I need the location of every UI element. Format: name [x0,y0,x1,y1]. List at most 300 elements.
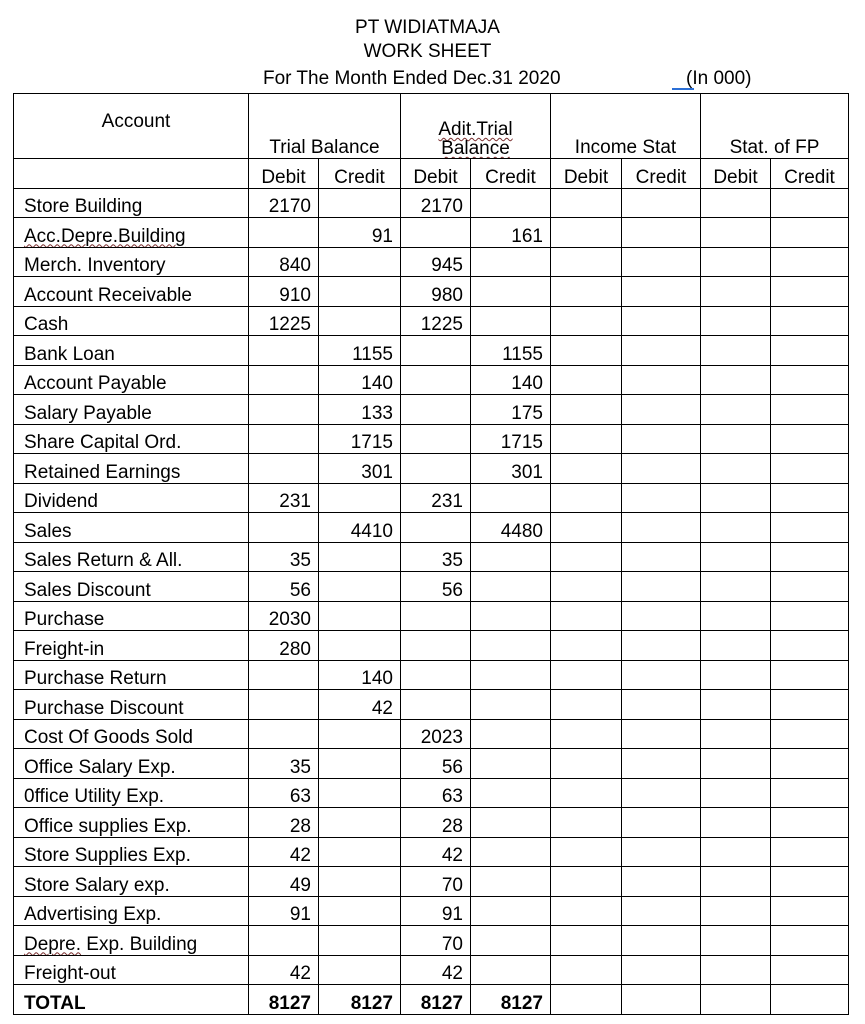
table-row [14,896,849,926]
account-name: Purchase [14,601,249,631]
table-row [14,277,849,307]
table-row [14,572,849,602]
table-row [14,395,849,425]
account-name: Depre. Exp. Building [14,926,249,956]
amount-atb-d [401,660,471,690]
empty-cell [551,572,622,602]
amount-tb-c [319,778,401,808]
table-row [14,837,849,867]
amount-atb-c [471,749,551,779]
amount-tb-d [249,454,319,484]
amount-tb-d: 91 [249,896,319,926]
account-name: Office Salary Exp. [14,749,249,779]
empty-cell [701,985,771,1015]
amount-tb-c: 1715 [319,424,401,454]
empty-cell [622,395,701,425]
empty-cell [622,719,701,749]
amount-tb-d [249,336,319,366]
account-name-part: Depre. [24,933,82,955]
empty-cell [701,719,771,749]
empty-cell [551,218,622,248]
table-row [14,424,849,454]
empty-cell [551,424,622,454]
amount-tb-c [319,837,401,867]
account-name: Store Building [14,188,249,218]
amount-atb-d: 2170 [401,188,471,218]
account-name: Merch. Inventory [14,247,249,277]
empty-cell [622,218,701,248]
amount-tb-c [319,542,401,572]
amount-atb-c [471,896,551,926]
amount-atb-c [471,719,551,749]
table-row [14,513,849,543]
empty-cell [771,365,849,395]
amount-atb-d [401,395,471,425]
header-statement-fp: Stat. of FP [701,94,849,159]
header-credit: Credit [319,159,401,189]
amount-tb-c [319,631,401,661]
amount-tb-c [319,867,401,897]
empty-cell [771,306,849,336]
empty-cell [622,247,701,277]
empty-cell [771,749,849,779]
empty-cell [622,454,701,484]
empty-cell [622,867,701,897]
amount-tb-d: 35 [249,749,319,779]
account-name: Acc.Depre.Building [14,218,249,248]
amount-atb-c [471,188,551,218]
empty-cell [771,336,849,366]
empty-cell [771,572,849,602]
table-row [14,778,849,808]
empty-cell [701,660,771,690]
empty-cell [622,336,701,366]
header-income-statement: Income Stat [551,94,701,159]
amount-tb-c [319,306,401,336]
table-row [14,719,849,749]
amount-tb-d [249,424,319,454]
worksheet-table [13,93,849,1015]
amount-atb-d: 70 [401,867,471,897]
empty-cell [622,926,701,956]
amount-tb-d [249,513,319,543]
amount-atb-c [471,306,551,336]
account-name: Cash [14,306,249,336]
amount-atb-d: 28 [401,808,471,838]
amount-atb-d: 945 [401,247,471,277]
header-trial-balance: Trial Balance [249,94,401,159]
empty-cell [701,601,771,631]
empty-cell [771,955,849,985]
empty-cell [771,601,849,631]
empty-cell [622,542,701,572]
account-name: Account Receivable [14,277,249,307]
empty-cell [622,749,701,779]
empty-cell [551,542,622,572]
amount-atb-c: 301 [471,454,551,484]
amount-atb-c [471,572,551,602]
amount-atb-d [401,601,471,631]
table-row [14,601,849,631]
account-name: Cost Of Goods Sold [14,719,249,749]
empty-cell [622,513,701,543]
empty-cell [701,926,771,956]
header-blank [14,159,249,189]
amount-atb-d: 2023 [401,719,471,749]
empty-cell [771,247,849,277]
empty-cell [622,483,701,513]
amount-tb-d: 280 [249,631,319,661]
table-row [14,867,849,897]
empty-cell [622,631,701,661]
empty-cell [551,631,622,661]
empty-cell [701,277,771,307]
account-name: Account Payable [14,365,249,395]
amount-tb-d: 56 [249,572,319,602]
amount-tb-d [249,395,319,425]
table-row [14,955,849,985]
amount-tb-d: 910 [249,277,319,307]
amount-tb-d [249,365,319,395]
empty-cell [771,896,849,926]
amount-atb-d: 35 [401,542,471,572]
amount-atb-c [471,247,551,277]
empty-cell [622,690,701,720]
empty-cell [622,601,701,631]
empty-cell [551,601,622,631]
amount-tb-d: 1225 [249,306,319,336]
account-name: Salary Payable [14,395,249,425]
amount-tb-c [319,926,401,956]
amount-atb-c [471,926,551,956]
amount-tb-c: 301 [319,454,401,484]
amount-tb-c [319,483,401,513]
amount-atb-c [471,808,551,838]
empty-cell [701,631,771,661]
empty-cell [622,188,701,218]
header-debit: Debit [401,159,471,189]
amount-atb-d [401,365,471,395]
empty-cell [701,365,771,395]
amount-atb-c [471,601,551,631]
amount-tb-d [249,660,319,690]
amount-atb-c [471,837,551,867]
empty-cell [701,955,771,985]
empty-cell [771,542,849,572]
amount-atb-d: 231 [401,483,471,513]
amount-atb-d: 1225 [401,306,471,336]
empty-cell [551,719,622,749]
empty-cell [551,454,622,484]
account-name: Advertising Exp. [14,896,249,926]
account-name: Freight-out [14,955,249,985]
empty-cell [622,778,701,808]
empty-cell [551,513,622,543]
table-row [14,306,849,336]
amount-tb-c [319,572,401,602]
account-name: Sales Discount [14,572,249,602]
table-row [14,336,849,366]
empty-cell [701,778,771,808]
amount-tb-c: 4410 [319,513,401,543]
empty-cell [622,572,701,602]
header-credit: Credit [471,159,551,189]
empty-cell [771,631,849,661]
account-name: Purchase Discount [14,690,249,720]
empty-cell [622,896,701,926]
amount-tb-c: 42 [319,690,401,720]
empty-cell [771,690,849,720]
amount-tb-d: 2170 [249,188,319,218]
empty-cell [622,837,701,867]
empty-cell [622,660,701,690]
empty-cell [701,424,771,454]
empty-cell [701,837,771,867]
header-debit: Debit [701,159,771,189]
empty-cell [771,808,849,838]
empty-cell [771,926,849,956]
unit-label: (In 000) [686,68,752,89]
table-row [14,926,849,956]
amount-tb-c: 140 [319,660,401,690]
header-adjusted-trial-balance [401,94,551,159]
amount-atb-c [471,631,551,661]
empty-cell [771,483,849,513]
empty-cell [771,719,849,749]
account-name: Retained Earnings [14,454,249,484]
empty-cell [701,690,771,720]
total-tb-d: 8127 [249,985,319,1015]
amount-atb-d: 56 [401,572,471,602]
document-title: WORK SHEET [363,41,492,62]
amount-atb-c: 1155 [471,336,551,366]
empty-cell [622,365,701,395]
empty-cell [551,277,622,307]
amount-tb-d: 2030 [249,601,319,631]
empty-cell [701,395,771,425]
amount-tb-c: 133 [319,395,401,425]
empty-cell [551,690,622,720]
header-debit: Debit [249,159,319,189]
amount-atb-d: 70 [401,926,471,956]
empty-cell [701,247,771,277]
amount-tb-c [319,896,401,926]
amount-atb-d: 63 [401,778,471,808]
amount-tb-c: 91 [319,218,401,248]
empty-cell [771,395,849,425]
account-name: 0ffice Utility Exp. [14,778,249,808]
empty-cell [701,513,771,543]
empty-cell [701,749,771,779]
amount-atb-c [471,867,551,897]
account-name: Purchase Return [14,660,249,690]
empty-cell [551,336,622,366]
header-debit: Debit [551,159,622,189]
table-row [14,218,849,248]
table-row [14,631,849,661]
empty-cell [701,896,771,926]
empty-cell [771,985,849,1015]
table-row [14,542,849,572]
amount-tb-d [249,719,319,749]
total-tb-c: 8127 [319,985,401,1015]
amount-tb-c [319,247,401,277]
amount-tb-c [319,277,401,307]
amount-atb-d [401,513,471,543]
amount-tb-c: 140 [319,365,401,395]
total-label: TOTAL [14,985,249,1015]
empty-cell [771,867,849,897]
table-row [14,690,849,720]
amount-atb-d: 980 [401,277,471,307]
empty-cell [551,188,622,218]
empty-cell [701,867,771,897]
empty-cell [771,513,849,543]
amount-atb-d: 42 [401,955,471,985]
amount-tb-d: 63 [249,778,319,808]
total-atb-c: 8127 [471,985,551,1015]
header-adjusted-line1: Adit.Trial [438,119,513,140]
amount-atb-c [471,778,551,808]
account-name: Dividend [14,483,249,513]
amount-atb-c: 161 [471,218,551,248]
empty-cell [771,660,849,690]
empty-cell [551,896,622,926]
empty-cell [701,572,771,602]
header-adjusted-line2: Balance [441,138,510,159]
empty-cell [551,306,622,336]
amount-atb-c [471,483,551,513]
amount-atb-d: 91 [401,896,471,926]
empty-cell [551,483,622,513]
empty-cell [551,837,622,867]
amount-tb-d [249,926,319,956]
empty-cell [551,778,622,808]
amount-atb-c [471,690,551,720]
amount-atb-d [401,424,471,454]
empty-cell [701,808,771,838]
amount-atb-c [471,277,551,307]
empty-cell [622,985,701,1015]
amount-tb-c [319,749,401,779]
table-row [14,247,849,277]
empty-cell [551,808,622,838]
empty-cell [551,749,622,779]
amount-atb-d [401,690,471,720]
total-atb-d: 8127 [401,985,471,1015]
amount-tb-d: 28 [249,808,319,838]
empty-cell [701,218,771,248]
amount-atb-c [471,660,551,690]
table-row [14,454,849,484]
empty-cell [551,395,622,425]
empty-cell [551,926,622,956]
amount-atb-c [471,542,551,572]
amount-tb-c [319,808,401,838]
amount-tb-d [249,690,319,720]
empty-cell [622,955,701,985]
empty-cell [701,188,771,218]
empty-cell [771,837,849,867]
amount-tb-d [249,218,319,248]
amount-tb-c [319,601,401,631]
account-name: Share Capital Ord. [14,424,249,454]
amount-atb-c: 140 [471,365,551,395]
amount-atb-d: 42 [401,837,471,867]
empty-cell [551,985,622,1015]
table-row [14,808,849,838]
table-row [14,188,849,218]
amount-atb-d: 56 [401,749,471,779]
account-name: Store Salary exp. [14,867,249,897]
empty-cell [701,542,771,572]
header-credit: Credit [771,159,849,189]
empty-cell [622,306,701,336]
amount-atb-d [401,218,471,248]
company-name: PT WIDIATMAJA [355,17,500,38]
amount-tb-d: 35 [249,542,319,572]
account-name: Freight-in [14,631,249,661]
amount-atb-c: 1715 [471,424,551,454]
empty-cell [701,336,771,366]
empty-cell [551,955,622,985]
amount-atb-c: 4480 [471,513,551,543]
empty-cell [551,365,622,395]
empty-cell [551,660,622,690]
amount-tb-d: 49 [249,867,319,897]
empty-cell [771,778,849,808]
account-name: Sales [14,513,249,543]
table-row [14,660,849,690]
empty-cell [771,218,849,248]
amount-atb-d [401,454,471,484]
amount-tb-c: 1155 [319,336,401,366]
empty-cell [551,867,622,897]
amount-tb-d: 840 [249,247,319,277]
header-account: Account [14,94,249,159]
amount-tb-d: 231 [249,483,319,513]
empty-cell [701,483,771,513]
empty-cell [771,454,849,484]
total-row [14,985,849,1015]
amount-tb-d: 42 [249,955,319,985]
amount-atb-d [401,631,471,661]
amount-tb-c [319,955,401,985]
table-row [14,365,849,395]
amount-atb-c: 175 [471,395,551,425]
empty-cell [771,277,849,307]
amount-tb-c [319,188,401,218]
empty-cell [771,188,849,218]
header-credit: Credit [622,159,701,189]
account-name: Store Supplies Exp. [14,837,249,867]
amount-atb-c [471,955,551,985]
empty-cell [622,424,701,454]
empty-cell [701,454,771,484]
account-name: Sales Return & All. [14,542,249,572]
amount-atb-d [401,336,471,366]
empty-cell [622,808,701,838]
empty-cell [551,247,622,277]
empty-cell [701,306,771,336]
amount-tb-c [319,719,401,749]
empty-cell [771,424,849,454]
account-name: Office supplies Exp. [14,808,249,838]
empty-cell [622,277,701,307]
table-row [14,749,849,779]
amount-tb-d: 42 [249,837,319,867]
account-name: Bank Loan [14,336,249,366]
